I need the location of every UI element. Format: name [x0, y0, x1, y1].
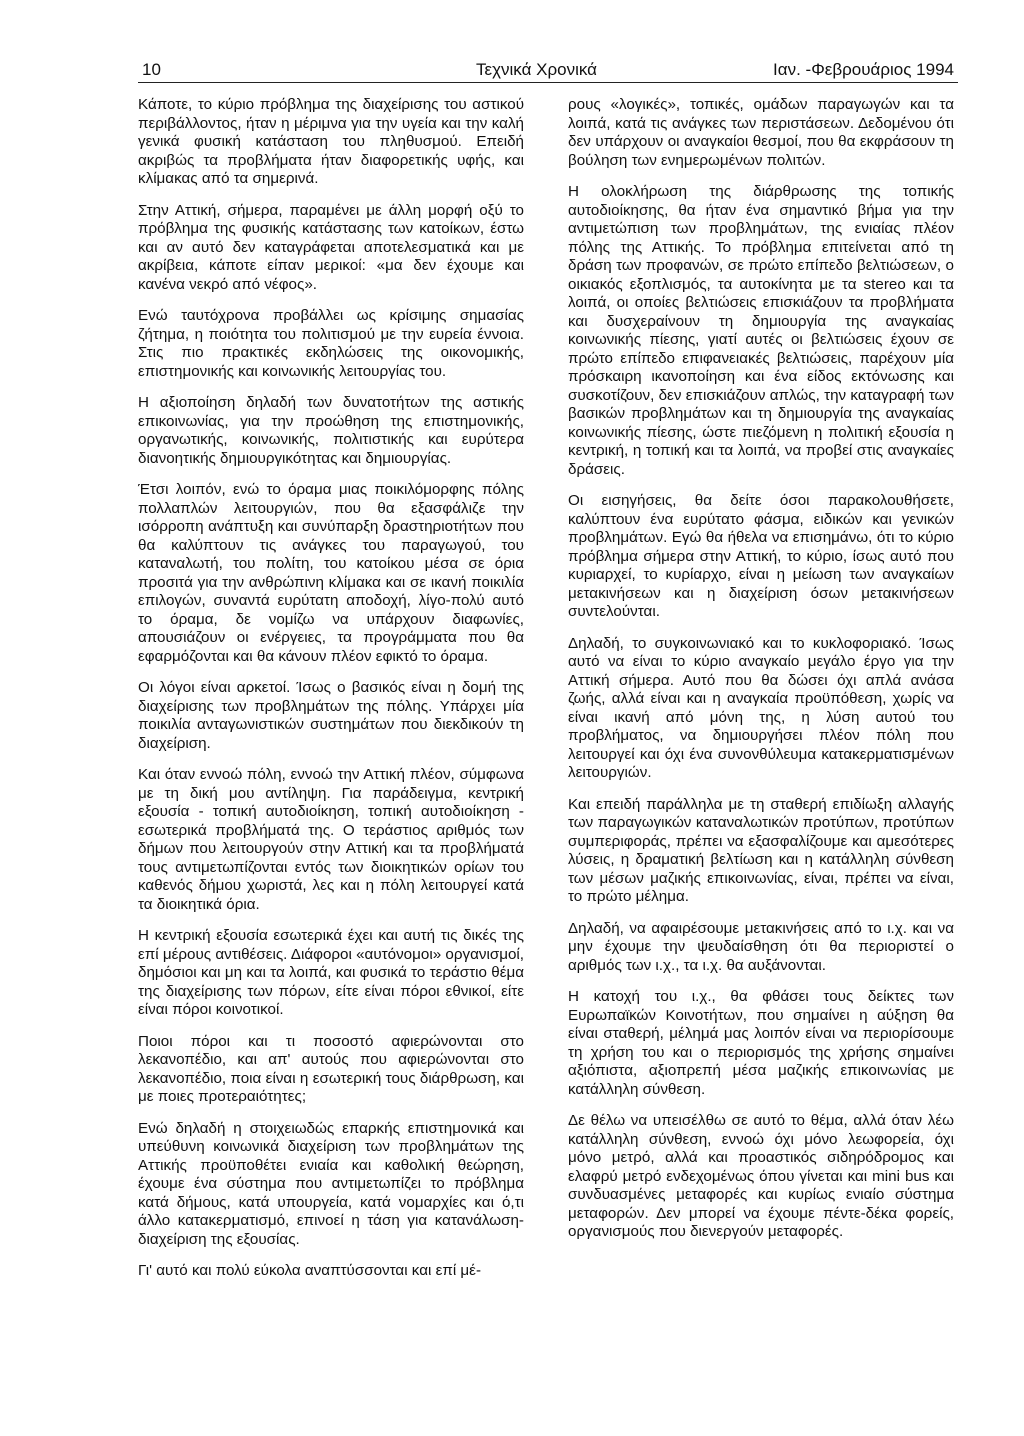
paragraph: Δε θέλω να υπεισέλθω σε αυτό το θέμα, αλλά όταν λέω κατάλληλη σύνθεση, εννοώ όχι μόνο λεωφορεία, όχι μόνο μετρό, αλλά και προαστικός σιδηρόδρομος και ελαφρύ μετρό ενδεχομένως όπου γίνεται και mini bus και συνδυασμένες μεταφορές και κυρίως ενιαίο σύστημα μεταφορών. Δεν μπορεί να έχουμε πέντε-δέκα φορείς, οργανισμούς που διενεργούν μεταφορές. — [568, 1112, 954, 1240]
paragraph: Η κεντρική εξουσία εσωτερικά έχει και αυτή τις δικές της επί μέρους αντιθέσεις. Διάφοροι «αυτόνομοι» οργανισμοί, δημόσιοι και μη και τα λοιπά, και φυσικά το τεράστιο θέμα της διαχείρισης των πόρων, είτε είναι πόροι εθνικοί, είτε είναι πόροι κοινοτικοί. — [138, 927, 524, 1018]
paragraph: Κάποτε, το κύριο πρόβλημα της διαχείρισης του αστικού περιβάλλοντος, ήταν η μέριμνα για την υγεία και την καλή γενικά φυσική κατάσταση του πληθυσμού. Επειδή ακριβώς τα προβλήματα ήταν διαφορετικής υφής, και κλίμακας από τα σημερινά. — [138, 96, 524, 187]
paragraph: Οι λόγοι είναι αρκετοί. Ίσως ο βασικός είναι η δομή της διαχείρισης των προβλημάτων της πόλης. Υπάρχει μία ποικιλία ανταγωνιστικών συστημάτων που διεκδικούν τη διαχείριση. — [138, 679, 524, 752]
paragraph: ρους «λογικές», τοπικές, ομάδων παραγωγών και τα λοιπά, κατά τις ανάγκες των περιστάσεων. Δεδομένου ότι δεν υπάρχουν οι αναγκαίοι θεσμοί, που θα εκφράσουν τη βούληση των ενημερωμένων πολιτών. — [568, 96, 954, 169]
right-column — [568, 96, 954, 1255]
paragraph: Έτσι λοιπόν, ενώ το όραμα μιας ποικιλόμορφης πόλης πολλαπλών λειτουργιών, που θα εξασφάλιζε την ισόρροπη ανάπτυξη και συνύπαρξη δραστηριοτήτων που θα καλύπτουν τις ανάγκες του παραγωγού, του καταναλωτή, του πολίτη, του κατοίκου μέσα σε όρια προσιτά για την ανθρώπινη κλίμακα και σε ικανή ποικιλία επιλογών, συναντά ευρύτατη αποδοχή, λίγο-πολύ αυτό το όραμα, δε νομίζω να υπάρχουν διαφωνίες, απουσιάζουν οι ενέργειες, τα προγράμματα που θα εφαρμόζονται και θα κάνουν πλέον εφικτό το όραμα. — [138, 481, 524, 665]
paragraph: Γι' αυτό και πολύ εύκολα αναπτύσσονται και επί μέ- — [138, 1262, 482, 1279]
section-title: Τεχνικά Χρονικά — [476, 60, 598, 79]
paragraph: Η κατοχή του ι.χ., θα φθάσει τους δείκτες των Ευρωπαϊκών Κοινοτήτων, που σημαίνει η αύξηση θα είναι σταθερή, μέλημά μας λοιπόν είναι να περιορίσουμε τη χρήση του και ο περιορισμός της χρήσης σημαίνει αξιόπιστα, αξιοπρεπή μέσα μαζικής επικοινωνίας με κατάλληλη σύνθεση. — [568, 988, 954, 1098]
paragraph: Ποιοι πόροι και τι ποσοστό αφιερώνονται στο λεκανοπέδιο, και απ' αυτούς που αφιερώνονται στο λεκανοπέδιο, ποια είναι η εσωτερική τους διάρθρωση, και με ποιες προτεραιότητες; — [138, 1032, 524, 1105]
paragraph: Δηλαδή, το συγκοινωνιακό και το κυκλοφοριακό. Ίσως αυτό να είναι το κύριο αναγκαίο μεγάλο έργο για την Αττική σήμερα. Αυτό που θα δώσει όχι απλά ανάσα ζωής, αλλά είναι και η αναγκαία προϋπόθεση, χωρίς να είναι ικανή από μόνη της, η λύση αυτού του προβλήματος, να δημιουργήσει πλέον πόλη που λειτουργεί και όχι ένα συνονθύλευμα κατακερματισμένων λειτουργιών. — [568, 634, 954, 781]
page-header — [138, 58, 958, 83]
paragraph: Οι εισηγήσεις, θα δείτε όσοι παρακολουθήσετε, καλύπτουν ένα ευρύτατο φάσμα, ειδικών και γενικών προβλημάτων. Εγώ θα ήθελα να επισημάνω, ότι το κύριο πρόβλημα σήμερα στην Αττική, το κύριο, ίσως αυτό που κυριαρχεί, το κυρίαρχο, είναι η μείωση των αναγκαίων μετακινήσεων και η διαχείριση όσων μετακινήσεων συντελούνται. — [568, 492, 954, 620]
paragraph: Στην Αττική, σήμερα, παραμένει με άλλη μορφή οξύ το πρόβλημα της φυσικής κατάστασης των κατοίκων, έστω και αν αυτό δεν καταγράφεται αποτελεσματικά και με ακρίβεια, κάποτε είπαν μερικοί: «μα δεν έχουμε και κανένα νεκρό από νέφος». — [138, 201, 524, 293]
left-column — [138, 96, 524, 1294]
paragraph: Και όταν εννοώ πόλη, εννοώ την Αττική πλέον, σύμφωνα με τη δική μου αντίληψη. Για παράδειγμα, κεντρική εξουσία - τοπική αυτοδιοίκηση, τοπική αυτοδιοίκηση - εσωτερικά προβλήματά της. Ο τεράστιος αριθμός των δήμων που λειτουργούν στην Αττική και τα προβλήματά τους αντιμετωπίζονται εντός των διοικητικών ορίων του καθενός δήμου χωριστά, λες και η πόλη λειτουργεί κατά τα διοικητικά όρια. — [138, 766, 524, 913]
paragraph: Η ολοκλήρωση της διάρθρωσης της τοπικής αυτοδιοίκησης, θα ήταν ένα σημαντικό βήμα για την αντιμετώπιση των προβλημάτων, της ενιαίας πλέον πόλης της Αττικής. Το πρόβλημα επιτείνεται από τη δράση των προφανών, σε πρώτο επίπεδο βελτιώσεων, ο οικιακός εξοπλισμός, τα αυτοκίνητα με τα stereo και τα λοιπά, οι οποίες βελτιώσεις επισκιάζουν τα προβλήματα και δυσχεραίνουν τη δημιουργία της αναγκαίας κοινωνικής πίεσης, γιατί αυτές οι βελτιώσεις έχουν σε πρώτο επίπεδο επιφανειακές βελτιώσεις, παρέχουν μία πρόσκαιρη ικανοποίηση και ένα είδος εκτόνωσης και συσκοτίζουν, δεν επισκιάζουν απλώς, την καταγραφή των βασικών προβλημάτων και τη δημιουργία της αναγκαίας κοινωνικής πίεσης, ώστε πιεζόμενη η πολιτική εξουσία η κεντρική, η τοπική και τα λοιπά, να προβεί στις αναγκαίες δράσεις. — [568, 183, 954, 478]
paragraph: Ενώ δηλαδή η στοιχειωδώς επαρκής επιστημονικά και υπεύθυνη κοινωνικά διαχείριση των προβλημάτων της Αττικής προϋποθέτει ενιαία και καθολική θεώρηση, έχουμε ένα σύστημα που αντιμετωπίζει το πρόβλημα κατά δήμους, κατά υπουργεία, κατά νομαρχίες και ό,τι άλλο κατακερματισμό, επινοεί η τάση για κατανάλωση-διαχείριση της εξουσίας. — [138, 1119, 524, 1248]
paragraph: Η αξιοποίηση δηλαδή των δυνατοτήτων της αστικής επικοινωνίας, για την προώθηση της επιστημονικής, οργανωτικής, κοινωνικής, πολιτιστικής και ευρύτερα διανοητικής δημιουργικότητας και δημιουργίας. — [138, 394, 524, 467]
paragraph: Δηλαδή, να αφαιρέσουμε μετακινήσεις από το ι.χ. και να μην έχουμε την ψευδαίσθηση ότι θα περιοριστεί ο αριθμός των ι.χ., τα ι.χ. θα αυξάνονται. — [568, 919, 954, 974]
issue-date: Ιαν. -Φεβρουάριος 1994 — [773, 60, 954, 79]
paragraph: Ενώ ταυτόχρονα προβάλλει ως κρίσιμης σημασίας ζήτημα, η ποιότητα του πολιτισμού με την ευρεία έννοια. Στις πιο πρακτικές εκδηλώσεις της οικονομικής, επιστημονικής και κοινωνικής λειτουργίας του. — [138, 307, 524, 380]
page-number: 10 — [142, 60, 161, 79]
paragraph: Και επειδή παράλληλα με τη σταθερή επιδίωξη αλλαγής των παραγωγικών καταναλωτικών προτύπων, προτύπων συμπεριφοράς, πρέπει να εξασφαλίζουμε και αμεσότερες λύσεις, η δραματική βελτίωση και η κατάλληλη σύνθεση των μέσων μαζικής επικοινωνίας, είναι, πρέπει να είναι, το πρώτο μέλημα. — [568, 795, 954, 905]
